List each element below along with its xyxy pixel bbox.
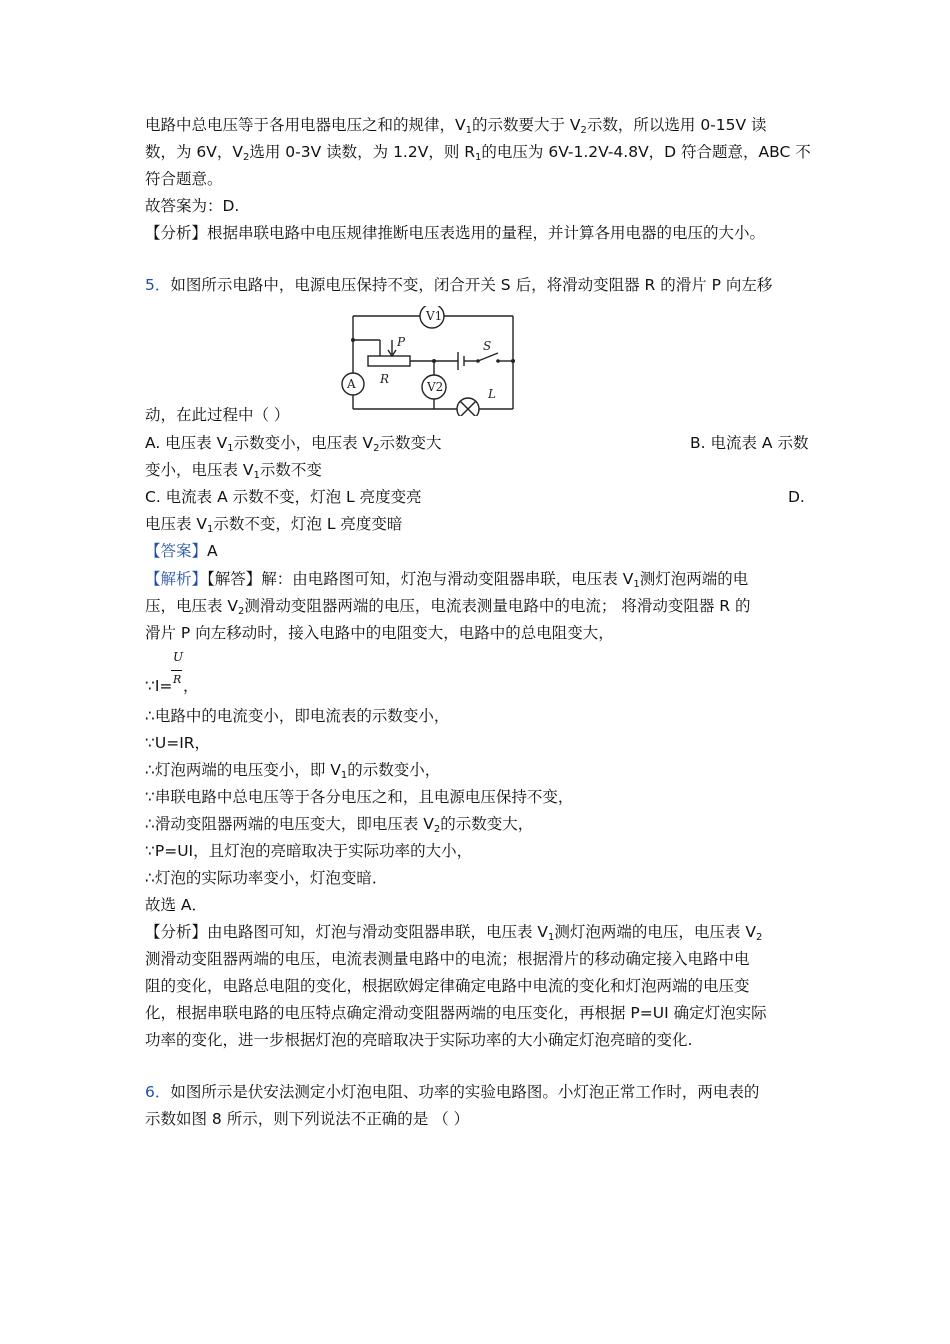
q5-analysis-line-2: 测滑动变阻器两端的电压，电流表测量电路中的电流；根据滑片的移动确定接入电路中电 <box>145 950 750 968</box>
prev-line-2: 数，为 6V，$V_2$选用 0-3V 读数，为 1.2V，则 $R_1$的电压为 6V-1.2V-4.8V，D 符合题意，ABC 不 <box>145 143 811 163</box>
q5-solution-line-1: 【解析】【解答】解：由电路图可知，灯泡与滑动变阻器串联，电压表 $V_1$测灯泡两端的电 <box>145 570 749 590</box>
q5-step-5: ∵U=IR， <box>145 734 211 752</box>
q6-number: 6． <box>145 1083 171 1101</box>
resistor-r-label: R <box>380 372 390 386</box>
q6-stem-line-1: 6．如图所示是伏安法测定小灯泡电阻、功率的实验电路图。小灯泡正常工作时，两电表的 <box>145 1083 760 1101</box>
q5-solution-line-3: 滑片 P 向左移动时，接入电路中的电阻变大，电路中的总电阻变大， <box>145 624 614 642</box>
q5-option-a: A. 电压表 $V_1$示数变小，电压表 $V_2$示数变大 <box>145 434 442 454</box>
lamp-l-label: L <box>488 387 496 401</box>
q5-step-10: ∴灯泡的实际功率变小，灯泡变暗． <box>145 869 388 887</box>
prev-answer: 故答案为：D. <box>145 197 240 215</box>
prev-line-1: 电路中总电压等于各用电器电压之和的规律，$V_1$的示数要大于 $V_2$示数，所以选用 0-15V 读 <box>145 116 767 136</box>
circuit-diagram <box>330 306 530 416</box>
q5-option-b-head: B. 电流表 A 示数 <box>690 434 809 452</box>
ammeter-label: A <box>347 377 356 391</box>
q5-stem-line-2: 动，在此过程中（ ） <box>145 406 290 424</box>
q5-answer: 【答案】A <box>145 542 218 560</box>
voltmeter-v1-label: V1 <box>426 309 443 323</box>
q5-analysis-line-1: 【分析】由电路图可知，灯泡与滑动变阻器串联，电压表 $V_1$测灯泡两端的电压，电压表 $V_2$ <box>145 923 763 943</box>
q5-analysis-line-4: 化，根据串联电路的电压特点确定滑动变阻器两端的电压变化，再根据 P=UI 确定灯泡实际 <box>145 1004 767 1022</box>
switch-s-label: S <box>483 339 492 353</box>
q5-option-b-tail: 变小，电压表 $V_1$示数不变 <box>145 461 322 481</box>
q5-step-4: ∴电路中的电流变小，即电流表的示数变小， <box>145 707 450 725</box>
ohms-law-fraction: ∵I= U R ， <box>145 650 199 695</box>
prev-line-3: 符合题意。 <box>145 170 223 188</box>
q5-step-9: ∵P=UI，且灯泡的亮暗取决于实际功率的大小， <box>145 842 473 860</box>
q5-option-d-tail: 电压表 $V_1$示数不变，灯泡 L 亮度变暗 <box>145 515 403 535</box>
q5-step-11: 故选 A． <box>145 896 208 914</box>
q5-solution-line-2: 压，电压表 $V_2$测滑动变阻器两端的电压，电流表测量电路中的电流； 将滑动变阻器 R 的 <box>145 597 751 617</box>
q5-analysis-line-5: 功率的变化，进一步根据灯泡的亮暗取决于实际功率的大小确定灯泡亮暗的变化. <box>145 1031 693 1049</box>
q5-step-6: ∴灯泡两端的电压变小，即 $V_1$的示数变小， <box>145 761 441 781</box>
slider-p-label: P <box>397 335 406 349</box>
q6-stem-line-2: 示数如图 8 所示，则下列说法不正确的是 （ ） <box>145 1110 470 1128</box>
voltmeter-v2-label: V2 <box>427 380 444 394</box>
q5-step-8: ∴滑动变阻器两端的电压变大，即电压表 $V_2$的示数变大， <box>145 815 534 835</box>
q5-stem-line-1: 5．如图所示电路中，电源电压保持不变，闭合开关 S 后，将滑动变阻器 R 的滑片 P 向左移 <box>145 276 773 294</box>
q5-number: 5． <box>145 276 171 294</box>
q5-analysis-line-3: 阻的变化，电路总电阻的变化，根据欧姆定律确定电路中电流的变化和灯泡两端的电压变 <box>145 977 750 995</box>
q5-option-d-head: D. <box>788 488 805 506</box>
prev-analysis: 【分析】根据串联电路中电压规律推断电压表选用的量程，并计算各用电器的电压的大小。 <box>145 224 766 242</box>
q5-step-7: ∵串联电路中总电压等于各分电压之和，且电源电压保持不变， <box>145 788 574 806</box>
q5-option-c: C. 电流表 A 示数不变，灯泡 L 亮度变亮 <box>145 488 422 506</box>
